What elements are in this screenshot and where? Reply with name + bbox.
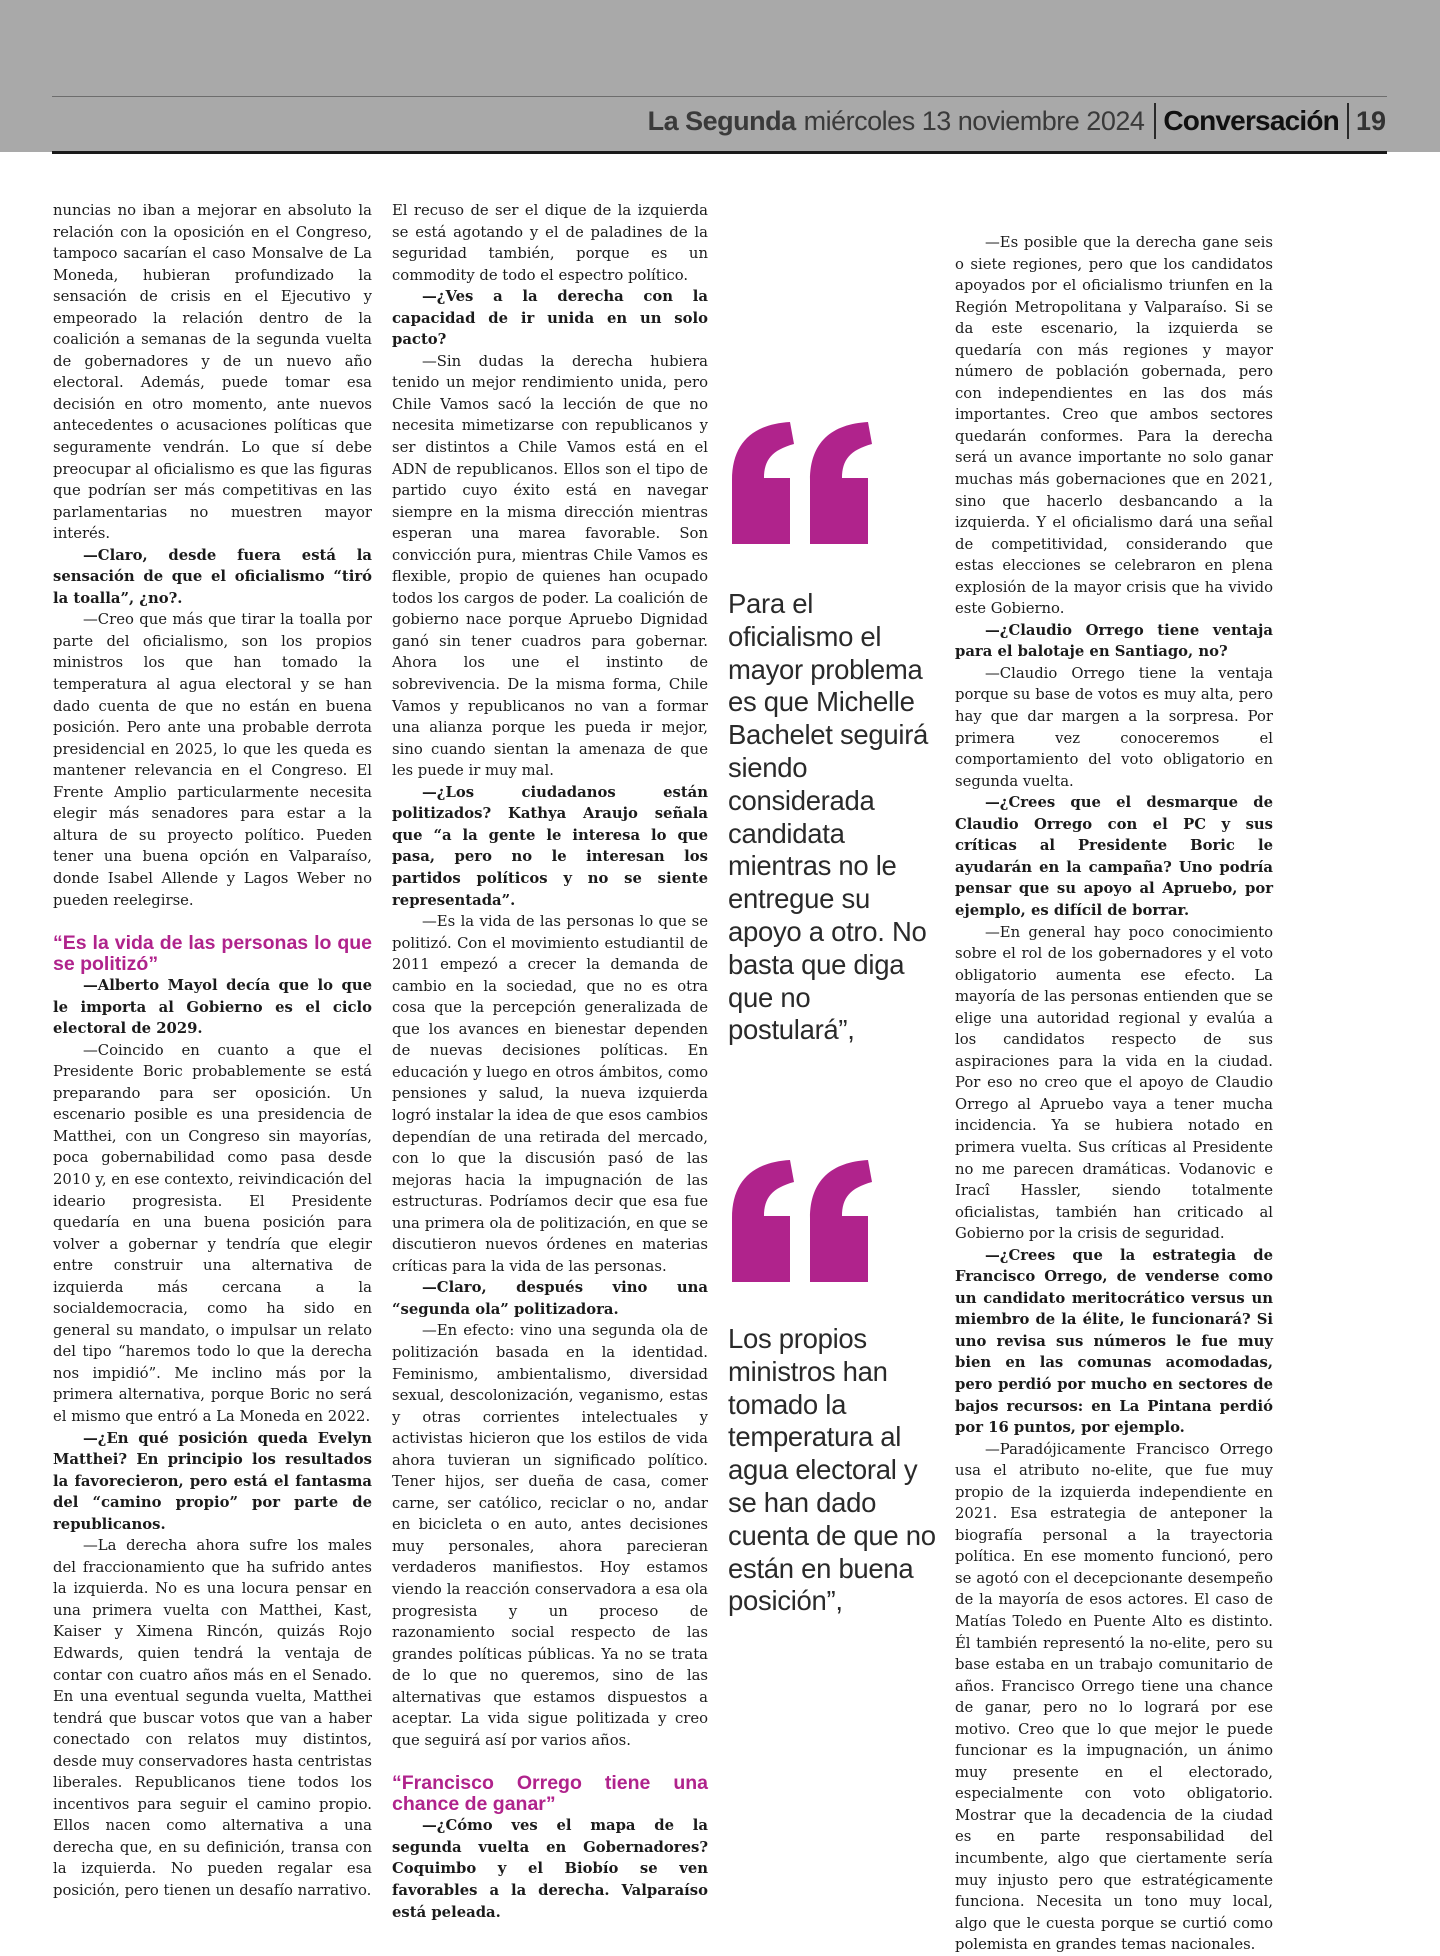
header-top-rule: [52, 96, 1387, 97]
paragraph: nuncias no iban a mejorar en absoluto la relación con la oposición en el Congreso, tampoco sacarían el caso Monsalve de La Moneda, hubieran profundizado la sensación de crisis en el Ejecutivo y empeorado la relación dentro de la coalición a semanas de la segunda vuelta de gobernadores y de un nuevo año electoral. Además, puede tomar esa decisión en otro momento, ante nuevos antecedentes o acusaciones políticas que seguramente vendrán. Lo que sí debe preocupar al oficialismo es que las figuras que podrían ser más competitivas en las parlamentarias no muestren mayor interés.: [53, 202, 372, 543]
issue-date: miércoles 13 noviembre 2024: [803, 105, 1145, 136]
article-column-2: [392, 200, 708, 1923]
newspaper-name: La Segunda: [647, 105, 796, 136]
interview-question: —¿Crees que la estrategia de Francisco Orrego, de venderse como un candidato meritocrático versus un miembro de la élite, le funcionará? Si uno revisa sus números le fue muy bien en las comunas acomodadas, pero perdió por mucho en sectores de bajos recursos: en La Pintana perdió por 16 puntos, por ejemplo.: [955, 1246, 1273, 1437]
header-bottom-rule: [52, 151, 1387, 154]
paragraph: —La derecha ahora sufre los males del fraccionamiento que ha sufrido antes la izquierda. No es una locura pensar en una primera vuelta con Matthei, Kast, Kaiser y Ximena Rincón, quizás Rojo Edwards, quien tendrá la ventaja de contar con cuatro años más en el Senado. En una eventual segunda vuelta, Matthei tendrá que buscar votos que van a haber conectado con relatos muy distintos, desde muy conservadores hasta centristas liberales. Republicanos tiene todos los incentivos para seguir el camino propio. Ellos nacen como alternativa a una derecha que, en su definición, transa con la izquierda. No pueden regalar esa posición, pero tienen un desafío narrativo.: [53, 1537, 372, 1900]
interview-question: —Alberto Mayol decía que lo que le importa al Gobierno es el ciclo electoral de 2029.: [53, 977, 372, 1038]
interview-question: —Claro, después vino una “segunda ola” politizadora.: [392, 1279, 708, 1318]
interview-question: —¿Claudio Orrego tiene ventaja para el balotaje en Santiago, no?: [955, 621, 1273, 661]
quote-mark-icon: [728, 1158, 878, 1288]
section-subhead: “Es la vida de las personas lo que se politizó”: [53, 932, 372, 976]
article-column-4: [955, 232, 1273, 1956]
paragraph: —En general hay poco conocimiento sobre el rol de los gobernadores y el voto obligatorio aumenta ese efecto. La mayoría de las personas entienden que se elige una autoridad regional y evalúa a los candidatos respecto de sus aspiraciones para la vida en la ciudad. Por eso no creo que el apoyo de Claudio Orrego al Apruebo vaya a tener mucha incidencia. Ya se hubiera notado en primera vuelta. Sus críticas al Presidente no me parecen dramáticas. Vodanovic e Iracî Hassler, siendo totalmente oficialistas, también han criticado al Gobierno por la crisis de seguridad.: [955, 923, 1273, 1243]
section-subhead: “Francisco Orrego tiene una chance de ganar”: [392, 1772, 708, 1816]
masthead-divider: [1154, 103, 1156, 139]
paragraph: —Paradójicamente Francisco Orrego usa el atributo no-elite, que fue muy propio de la izquierda independiente en 2021. Esa estrategia de anteponer la biografía personal a la trayectoria política. En ese momento funcionó, pero se agotó con el decepcionante desempeño de la mayoría de esos actores. El caso de Matías Toledo en Puente Alto es distinto. Él también representó la no-elite, pero su base estaba en un trabajo comunitario de años. Francisco Orrego tiene una chance de ganar, pero no lo logrará por ese motivo. Creo que lo que mejor le puede funcionar es la impugnación, un ánimo muy presente en el electorado, especialmente con voto obligatorio. Mostrar que la decadencia de la ciudad es en parte responsabilidad del incumbente, algo que ciertamente sería muy injusto pero que estratégicamente funciona. Necesita un tono muy local, algo que le cuesta porque se curtió como polemista en grandes temas nacionales.: [955, 1440, 1273, 1954]
paragraph: —Es posible que la derecha gane seis o siete regiones, pero que los candidatos apoyados por el oficialismo triunfen en la Región Metropolitana y Valparaíso. Si se da este escenario, la izquierda se quedaría con más regiones y mayor número de población gobernada, pero con independientes en las dos más importantes. Creo que ambos sectores quedarán conformes. Para la derecha será un avance importante no solo ganar muchas más gobernaciones que en 2021, sino que hacerlo desbancando a la izquierda. Y el oficialismo dará una señal de competitividad, considerando que estas elecciones se celebraron en plena explosión de la mayor crisis que ha vivido este Gobierno.: [955, 234, 1273, 618]
interview-question: —Claro, desde fuera está la sensación de que el oficialismo “tiró la toalla”, ¿no?.: [53, 546, 372, 607]
pull-quote-ministros: Los propios ministros han tomado la temperatura al agua electoral y se han dado cuenta de que no están en buena posición”,: [728, 1323, 936, 1617]
pull-quote-bachelet: Para el oficialismo el mayor problema es que Michelle Bachelet seguirá siendo considerada candidata mientras no le entregue su apoyo a otro. No basta que diga que no postulará”,: [728, 588, 929, 1046]
masthead: [648, 100, 1386, 142]
paragraph: —Sin dudas la derecha hubiera tenido un mejor rendimiento unida, pero Chile Vamos sacó la lección de que no necesita mimetizarse con republicanos y ser distintos a Chile Vamos está en el ADN de republicanos. Ellos son el tipo de partido cuyo éxito está en navegar siempre en la misma dirección mientras esperan una marea favorable. Son convicción pura, mientras Chile Vamos es flexible, propio de quienes han ocupado todos los cargos de poder. La coalición de gobierno nace porque Apruebo Dignidad ganó sin tener cuadros para gobernar. Ahora los une el instinto de sobrevivencia. De la misma forma, Chile Vamos y republicanos no van a formar una alianza porque les pueda ir mejor, sino cuando sientan la amenaza de que les puede ir muy mal.: [392, 352, 708, 780]
interview-question: —¿Crees que el desmarque de Claudio Orrego con el PC y sus críticas al Presidente Boric le ayudarán en la campaña? Uno podría pensar que su apoyo al Apruebo, por ejemplo, es difícil de borrar.: [955, 794, 1273, 919]
section-name: Conversación: [1163, 105, 1339, 136]
interview-question: —¿Cómo ves el mapa de la segunda vuelta en Gobernadores? Coquimbo y el Biobío se ven favorables a la derecha. Valparaíso está peleada.: [392, 1817, 708, 1921]
interview-question: —¿En qué posición queda Evelyn Matthei? En principio los resultados la favorecieron, pero está el fantasma del “camino propio” por parte de republicanos.: [53, 1429, 372, 1533]
paragraph: El recuso de ser el dique de la izquierda se está agotando y el de paladines de la seguridad también, porque es un commodity de todo el espectro político.: [392, 202, 708, 284]
paragraph: —Es la vida de las personas lo que se politizó. Con el movimiento estudiantil de 2011 empezó a crecer la demanda de cambio en la sociedad, que no es otra cosa que la percepción generalizada de que los avances en bienestar dependen de nuevas decisiones políticas. En educación y luego en otros ámbitos, como pensiones y salud, la nueva izquierda logró instalar la idea de que esos cambios dependían de una retirada del mercado, con lo que la discusión pasó de las mejoras hacia la impugnación de las estructuras. Podríamos decir que esa fue una primera ola de politización, en que se discutieron nuevos órdenes en materias críticas para la vida de las personas.: [392, 913, 708, 1275]
interview-question: —¿Los ciudadanos están politizados? Kathya Araujo señala que “a la gente le interesa lo que pasa, pero no le interesan los partidos políticos y no se siente representada”.: [392, 783, 708, 909]
paragraph: —En efecto: vino una segunda ola de politización basada en la identidad. Feminismo, ambientalismo, diversidad sexual, descolonización, veganismo, estas y otras corrientes intelectuales y activistas hicieron que los estilos de vida ahora tuvieran un significado político. Tener hijos, ser dueña de casa, comer carne, ser católico, reciclar o no, andar en bicicleta o en auto, antes decisiones muy personales, ahora parecieran verdaderos manifiestos. Hoy estamos viendo la reacción conservadora a esa ola progresista y un proceso de razonamiento social respecto de las grandes políticas públicas. Ya no se trata de lo que no queremos, sino de las alternativas que estamos dispuestos a aceptar. La vida sigue politizada y creo que seguirá así por varios años.: [392, 1322, 708, 1749]
paragraph: —Claudio Orrego tiene la ventaja porque su base de votos es muy alta, pero hay que dar margen a la sorpresa. Por primera vez conoceremos el comportamiento del voto obligatorio en segunda vuelta.: [955, 664, 1273, 790]
interview-question: —¿Ves a la derecha con la capacidad de ir unida en un solo pacto?: [392, 288, 708, 349]
article-column-1: [53, 200, 372, 1902]
quote-mark-icon: [728, 420, 878, 550]
paragraph: —Creo que más que tirar la toalla por parte del oficialismo, son los propios ministros los que han tomado la temperatura al agua electoral y se han dado cuenta de que no están en buena posición. Pero ante una probable derrota presidencial en 2025, lo que les queda es mantener relevancia en el Congreso. El Frente Amplio particularmente necesita elegir más senadores para estar a la altura de su proyecto político. Pueden tener una buena opción en Valparaíso, donde Isabel Allende y Lagos Weber no pueden reelegirse.: [53, 611, 372, 909]
paragraph: —Coincido en cuanto a que el Presidente Boric probablemente se está preparando para ser oposición. Un escenario posible es una presidencia de Matthei, con un Congreso sin mayorías, poca gobernabilidad como pasa desde 2010 y, en ese contexto, reivindicación del ideario progresista. El Presidente quedaría en una buena posición para volver a gobernar y tendría que elegir entre construir una alternativa de izquierda más cercana a la socialdemocracia, como ha sido en general su mandato, o impulsar un relato del tipo “haremos todo lo que la derecha nos impidió”. Me inclino más por la primera alternativa, porque Boric no será el mismo que entró a La Moneda en 2022.: [53, 1041, 372, 1425]
page-number: 19: [1347, 103, 1386, 139]
